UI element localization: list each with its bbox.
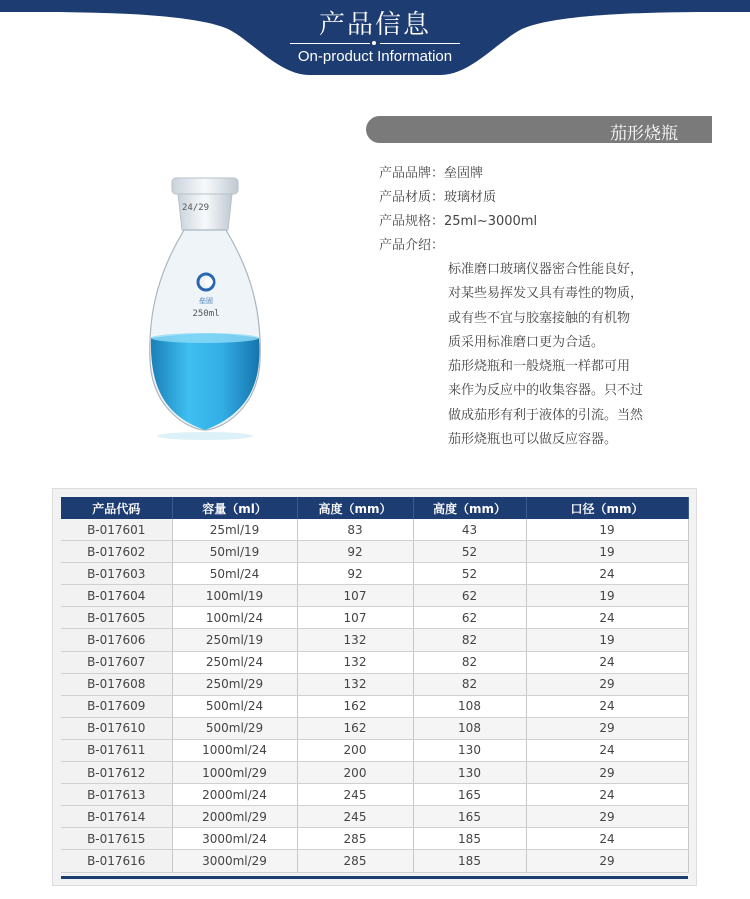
cell-diameter: 24	[526, 695, 688, 717]
cell-height: 285	[297, 850, 413, 872]
flask-liquid	[151, 334, 259, 431]
cell-height: 162	[297, 717, 413, 739]
table-row	[61, 519, 688, 541]
cell-height: 200	[297, 739, 413, 761]
header-diameter: 口径（mm）	[526, 497, 688, 519]
product-name: 茄形烧瓶	[610, 124, 678, 144]
cell-code: B-017616	[61, 850, 172, 872]
table-row	[61, 607, 688, 629]
banner-divider-dot	[372, 41, 376, 45]
info-intro-label: 产品介绍：	[379, 238, 445, 253]
cell-diameter: 19	[526, 541, 688, 563]
cell-diameter: 19	[526, 585, 688, 607]
cell-capacity: 500ml/29	[172, 717, 297, 739]
cell-height-2: 52	[413, 541, 526, 563]
info-spec	[379, 210, 537, 234]
cell-code: B-017615	[61, 828, 172, 850]
info-brand-label: 产品品牌：	[379, 166, 445, 181]
cell-height: 132	[297, 673, 413, 695]
cell-height-2: 108	[413, 695, 526, 717]
cell-height-2: 130	[413, 739, 526, 761]
flask-logo-text: 垒固	[199, 297, 213, 305]
flask-liquid-surface	[151, 333, 259, 343]
table-row	[61, 695, 688, 717]
cell-height-2: 108	[413, 717, 526, 739]
flask-joint-top	[172, 178, 238, 194]
table-row	[61, 739, 688, 761]
table-bottom-rule	[61, 876, 688, 879]
cell-height-2: 62	[413, 585, 526, 607]
cell-code: B-017603	[61, 563, 172, 585]
cell-capacity: 1000ml/24	[172, 739, 297, 761]
cell-diameter: 29	[526, 717, 688, 739]
cell-capacity: 25ml/19	[172, 519, 297, 541]
cell-diameter: 24	[526, 739, 688, 761]
cell-height-2: 82	[413, 651, 526, 673]
flask-image	[120, 160, 340, 445]
table-row	[61, 651, 688, 673]
cell-capacity: 250ml/19	[172, 629, 297, 651]
info-material-label: 产品材质：	[379, 190, 445, 205]
cell-height-2: 43	[413, 519, 526, 541]
cell-height-2: 82	[413, 629, 526, 651]
description-line: 或有些不宜与胶塞接触的有机物	[448, 310, 631, 326]
table-row	[61, 563, 688, 585]
cell-height: 83	[297, 519, 413, 541]
cell-capacity: 100ml/24	[172, 607, 297, 629]
description-line: 茄形烧瓶和一般烧瓶一样都可用	[448, 359, 631, 375]
info-material-value: 玻璃材质	[444, 190, 497, 205]
cell-height-2: 52	[413, 563, 526, 585]
table-row	[61, 585, 688, 607]
cell-code: B-017611	[61, 739, 172, 761]
cell-diameter: 29	[526, 762, 688, 784]
banner-divider-left	[290, 43, 370, 44]
cell-height: 92	[297, 563, 413, 585]
cell-capacity: 250ml/24	[172, 651, 297, 673]
banner-subtitle: On-product Information	[297, 48, 453, 65]
table-row	[61, 828, 688, 850]
cell-diameter: 19	[526, 629, 688, 651]
description-line: 做成茄形有利于液体的引流。当然	[448, 407, 644, 423]
table-row	[61, 541, 688, 563]
info-spec-label: 产品规格：	[379, 214, 445, 229]
cell-code: B-017606	[61, 629, 172, 651]
spec-table	[61, 497, 689, 873]
table-row	[61, 850, 688, 872]
cell-height-2: 165	[413, 784, 526, 806]
cell-capacity: 100ml/19	[172, 585, 297, 607]
cell-diameter: 24	[526, 563, 688, 585]
table-row	[61, 806, 688, 828]
info-brand-value: 垒固牌	[444, 166, 484, 181]
info-material	[379, 186, 537, 210]
header-capacity: 容量（ml）	[172, 497, 297, 519]
cell-capacity: 50ml/24	[172, 563, 297, 585]
cell-code: B-017607	[61, 651, 172, 673]
cell-capacity: 2000ml/29	[172, 806, 297, 828]
cell-code: B-017613	[61, 784, 172, 806]
cell-height: 245	[297, 806, 413, 828]
description-line: 茄形烧瓶也可以做反应容器。	[448, 432, 618, 448]
cell-code: B-017601	[61, 519, 172, 541]
table-header-row	[61, 497, 688, 519]
cell-height: 107	[297, 585, 413, 607]
cell-capacity: 3000ml/24	[172, 828, 297, 850]
cell-capacity: 2000ml/24	[172, 784, 297, 806]
table-body	[61, 519, 688, 872]
cell-height-2: 185	[413, 850, 526, 872]
product-info	[379, 162, 537, 258]
header-height-2: 高度（mm）	[413, 497, 526, 519]
cell-diameter: 19	[526, 519, 688, 541]
cell-height: 245	[297, 784, 413, 806]
flask-reflection	[157, 432, 253, 440]
cell-code: B-017610	[61, 717, 172, 739]
banner-title: 产品信息	[318, 10, 431, 40]
cell-height-2: 130	[413, 762, 526, 784]
header-code: 产品代码	[61, 497, 172, 519]
flask-volume-label: 250ml	[192, 309, 220, 319]
cell-height-2: 185	[413, 828, 526, 850]
cell-height: 107	[297, 607, 413, 629]
cell-height-2: 82	[413, 673, 526, 695]
info-brand	[379, 162, 537, 186]
cell-code: B-017609	[61, 695, 172, 717]
cell-height-2: 62	[413, 607, 526, 629]
cell-height: 162	[297, 695, 413, 717]
cell-height: 132	[297, 651, 413, 673]
product-description	[448, 258, 643, 452]
cell-height: 132	[297, 629, 413, 651]
cell-diameter: 24	[526, 651, 688, 673]
cell-diameter: 24	[526, 607, 688, 629]
cell-diameter: 29	[526, 806, 688, 828]
banner-divider-right	[380, 43, 460, 44]
description-line: 质采用标准磨口更为合适。	[448, 334, 605, 350]
description-line: 对某些易挥发又具有毒性的物质，	[448, 286, 644, 302]
product-name-pill	[366, 116, 712, 143]
cell-code: B-017612	[61, 762, 172, 784]
table-row	[61, 717, 688, 739]
cell-code: B-017602	[61, 541, 172, 563]
info-intro	[379, 234, 537, 258]
cell-height: 285	[297, 828, 413, 850]
cell-code: B-017604	[61, 585, 172, 607]
cell-code: B-017605	[61, 607, 172, 629]
header-banner	[0, 0, 750, 80]
info-spec-value: 25ml~3000ml	[444, 214, 538, 229]
table-row	[61, 762, 688, 784]
table-row	[61, 673, 688, 695]
cell-diameter: 24	[526, 784, 688, 806]
brand-logo-inner	[205, 278, 213, 286]
cell-capacity: 3000ml/29	[172, 850, 297, 872]
cell-diameter: 29	[526, 673, 688, 695]
cell-code: B-017614	[61, 806, 172, 828]
cell-code: B-017608	[61, 673, 172, 695]
cell-diameter: 29	[526, 850, 688, 872]
cell-capacity: 50ml/19	[172, 541, 297, 563]
cell-height-2: 165	[413, 806, 526, 828]
description-line: 标准磨口玻璃仪器密合性能良好，	[448, 262, 644, 277]
cell-height: 92	[297, 541, 413, 563]
description-line: 来作为反应中的收集容器。只不过	[448, 383, 644, 399]
cell-diameter: 24	[526, 828, 688, 850]
flask-joint-label: 24/29	[182, 203, 210, 213]
cell-capacity: 500ml/24	[172, 695, 297, 717]
table-row	[61, 629, 688, 651]
cell-capacity: 250ml/29	[172, 673, 297, 695]
cell-capacity: 1000ml/29	[172, 762, 297, 784]
header-height: 高度（mm）	[297, 497, 413, 519]
cell-height: 200	[297, 762, 413, 784]
table-row	[61, 784, 688, 806]
